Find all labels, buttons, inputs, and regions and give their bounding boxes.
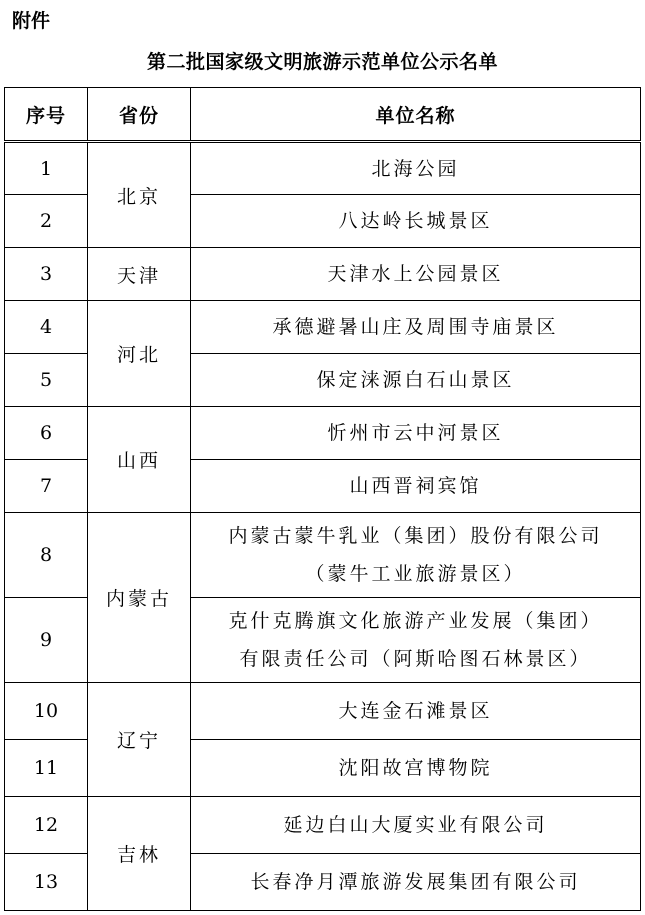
table-row: [5, 683, 641, 740]
header-unit: 单位名称: [191, 88, 641, 142]
unit-name: [191, 854, 641, 911]
unit-name: [191, 513, 641, 598]
row-number: 6: [5, 407, 88, 460]
unit-name: [191, 740, 641, 797]
unit-name-line: 大连金石滩景区: [338, 700, 493, 722]
unit-name-line: 沈阳故宫博物院: [338, 757, 493, 779]
table-row: [5, 248, 641, 301]
table-row: [5, 142, 641, 195]
row-number: 13: [5, 854, 88, 911]
province-cell: 山西: [88, 407, 191, 513]
unit-name-line: 保定涞源白石山景区: [316, 369, 515, 391]
attachment-label: 附件: [12, 10, 51, 32]
unit-name: [191, 460, 641, 513]
row-number: 9: [5, 598, 88, 683]
unit-name: [191, 354, 641, 407]
unit-name: [191, 407, 641, 460]
unit-name-line: 八达岭长城景区: [338, 210, 493, 232]
unit-name: [191, 142, 641, 195]
unit-name: [191, 195, 641, 248]
row-number: 2: [5, 195, 88, 248]
unit-name-line: （蒙牛工业旅游景区）: [305, 563, 526, 585]
row-number: 12: [5, 797, 88, 854]
row-number: 4: [5, 301, 88, 354]
province-cell: 河北: [88, 301, 191, 407]
table-row: [5, 301, 641, 354]
unit-name-line: 长春净月潭旅游发展集团有限公司: [250, 871, 581, 893]
row-number: 11: [5, 740, 88, 797]
row-number: 7: [5, 460, 88, 513]
unit-name-line: 忻州市云中河景区: [327, 422, 504, 444]
unit-name: [191, 248, 641, 301]
unit-name: [191, 301, 641, 354]
unit-name-line: 有限责任公司（阿斯哈图石林景区）: [239, 648, 592, 670]
unit-name: [191, 683, 641, 740]
row-number: 5: [5, 354, 88, 407]
table-row: [5, 407, 641, 460]
province-cell: 内蒙古: [88, 513, 191, 683]
unit-name-line: 承德避暑山庄及周围寺庙景区: [272, 316, 559, 338]
header-province: 省份: [88, 88, 191, 142]
unit-name-line: 延边白山大厦实业有限公司: [283, 814, 548, 836]
table-row: [5, 513, 641, 598]
table-header-row: [5, 88, 641, 142]
page-title: 第二批国家级文明旅游示范单位公示名单: [146, 51, 498, 73]
row-number: 1: [5, 142, 88, 195]
unit-list-table: [4, 87, 641, 911]
unit-name-line: 克什克腾旗文化旅游产业发展（集团）: [228, 610, 603, 632]
header-no: 序号: [5, 88, 88, 142]
row-number: 10: [5, 683, 88, 740]
table-row: [5, 797, 641, 854]
unit-name-line: 北海公园: [371, 157, 460, 180]
unit-name-line: 内蒙古蒙牛乳业（集团）股份有限公司: [228, 525, 603, 547]
province-cell: 吉林: [88, 797, 191, 911]
province-cell: 北京: [88, 142, 191, 248]
unit-name-line: 天津水上公园景区: [327, 263, 504, 285]
province-cell: 天津: [88, 248, 191, 301]
unit-name: [191, 598, 641, 683]
unit-name: [191, 797, 641, 854]
row-number: 3: [5, 248, 88, 301]
row-number: 8: [5, 513, 88, 598]
unit-name-line: 山西晋祠宾馆: [349, 475, 482, 497]
province-cell: 辽宁: [88, 683, 191, 797]
